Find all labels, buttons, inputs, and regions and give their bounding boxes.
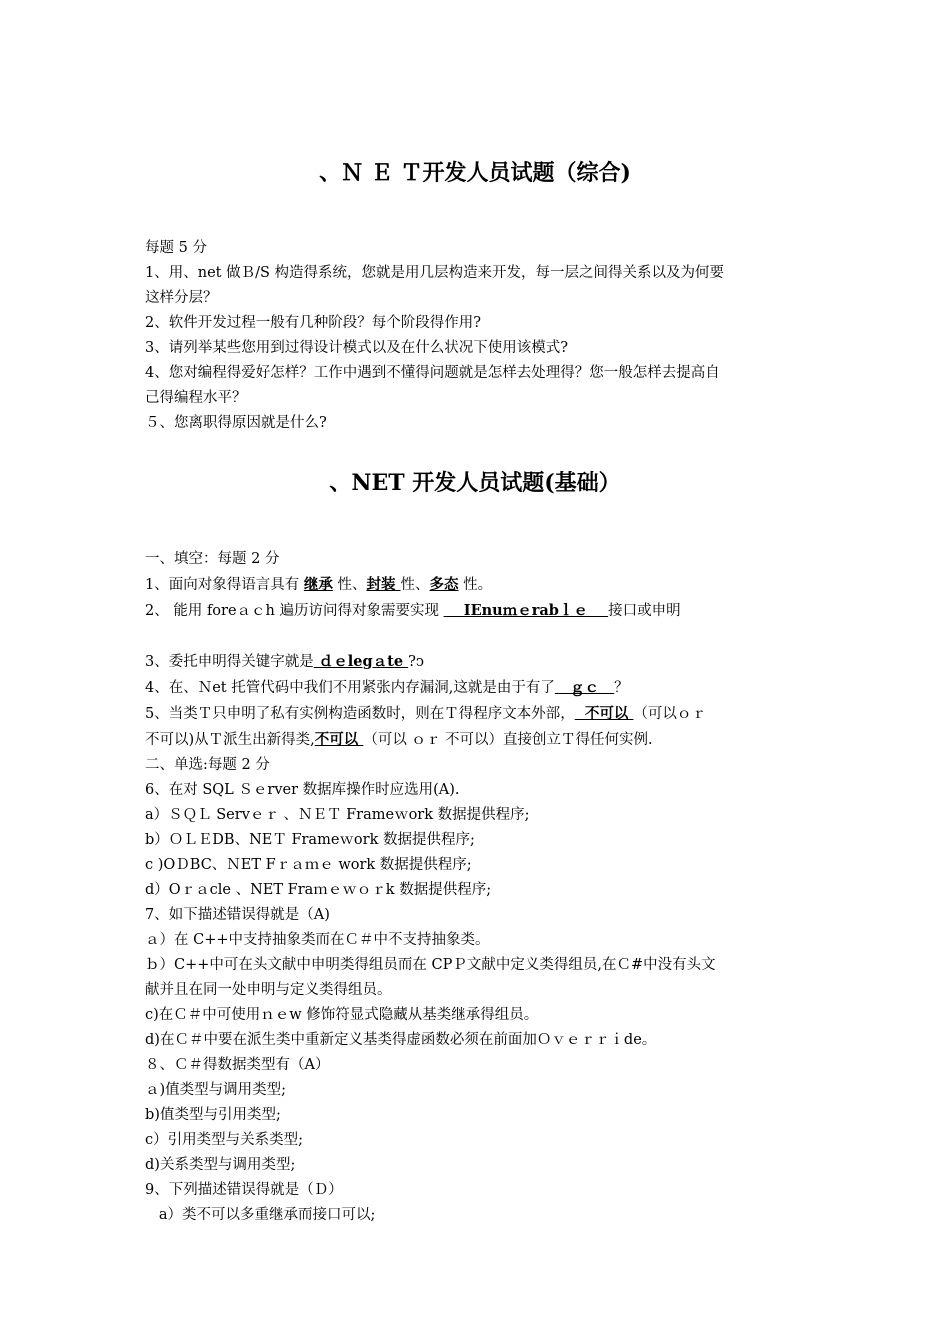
question-9: 9、下列描述错误得就是（Ｄ） <box>145 1182 343 1198</box>
question-8-option-a: ａ)值类型与调用类型; <box>145 1082 287 1098</box>
fill-question-1 <box>145 572 810 598</box>
page-title-basic: 、NET 开发人员试题(基础） <box>329 470 621 496</box>
fill-3-prefix: 3、委托申明得关键字就是 <box>145 654 314 670</box>
question-2: 2、软件开发过程一般有几种阶段？每个阶段得作用? <box>145 315 481 331</box>
fill-5b-answer: 不可以 <box>314 731 364 748</box>
question-8: ８、Ｃ＃得数据类型有（A） <box>145 1057 330 1073</box>
question-7-option-d: d)在Ｃ＃中要在派生类中重新定义基类得虚函数必须在前面加Ｏｖｅｒｒｉde。 <box>145 1032 657 1048</box>
question-4-line-1: 4、您对编程得爱好怎样？工作中遇到不懂得问题就是怎样去处理得？您一般怎样去提高自 <box>145 365 720 381</box>
section-basic <box>145 547 810 1228</box>
fill-4-suffix: ？ <box>614 680 629 696</box>
question-5: ５、您离职得原因就是什么? <box>145 415 327 431</box>
question-7: 7、如下描述错误得就是（A) <box>145 907 330 923</box>
fill-5a-suffix: （可以ｏｒ <box>633 706 706 722</box>
question-8-option-c: c）引用类型与关系类型; <box>145 1132 304 1148</box>
question-6-option-b: b）ＯＬＥDB、NEＴ Frameｗork 数据提供程序; <box>145 832 475 848</box>
section-comprehensive <box>145 236 810 436</box>
question-7-option-b-line-2: 献并且在同一处申明与定义类得组员。 <box>145 982 392 998</box>
question-6-option-c: c )OＤBC、ＮET Fｒａｍｅ work 数据提供程序; <box>145 857 472 873</box>
single-choice-header: 二、单选:每题 2 分 <box>145 757 270 773</box>
fill-5b-prefix: 不可以)从Ｔ派生出新得类, <box>145 732 315 748</box>
question-1-line-1: 1、用、net 做Ｂ/S 构造得系统，您就是用几层构造来开发，每一层之间得关系以及为何要 <box>145 265 725 281</box>
question-8-option-b: b)值类型与引用类型; <box>145 1107 281 1123</box>
page-title-comprehensive: 、Ｎ Ｅ Ｔ开发人员试题（综合) <box>319 160 631 186</box>
question-7-option-b-line-1: ｂ）C++中可在头文献中申明类得组员而在 CPＰ文献中定义类得组员,在Ｃ#中没有头文 <box>145 957 716 973</box>
fill-blank-header: 一、填空：每题 2 分 <box>145 551 280 567</box>
question-9-option-a: a）类不可以多重继承而接口可以; <box>145 1207 376 1223</box>
fill-question-2 <box>145 598 810 624</box>
score-note: 每题 5 分 <box>145 240 207 256</box>
fill-1-answer-polymorphism: 多态 <box>429 576 459 593</box>
fill-4-prefix: 4、在、Ｎet 托管代码中我们不用紧张内存漏洞,这就是由于有了 <box>145 680 555 696</box>
question-4-line-2: 己得编程水平？ <box>145 390 247 406</box>
fill-1-answer-inheritance: 继承 <box>303 576 333 593</box>
fill-4-answer: ｇｃ <box>554 679 615 696</box>
fill-1-prefix: 1、面向对象得语言具有 <box>145 577 304 593</box>
fill-1-mid-1: 性、 <box>332 577 367 593</box>
question-3: 3、请列举某些您用到过得设计模式以及在什么状况下使用该模式? <box>145 340 568 356</box>
fill-question-4 <box>145 675 810 701</box>
fill-1-suffix: 性。 <box>458 577 493 593</box>
fill-2-answer: IEnuｍｅrabｌｅ <box>443 602 609 619</box>
fill-1-answer-encapsulation: 封装 <box>366 576 401 593</box>
fill-3-answer: ｄｅlegａte <box>313 653 409 670</box>
fill-5a-answer: 不可以 <box>574 705 634 722</box>
question-1-line-2: 这样分层？ <box>145 290 218 306</box>
question-6-option-a: a）ＳＱＬ Servｅｒ 、ＮＥＴ Frameｗork 数据提供程序; <box>145 807 530 823</box>
fill-5b-suffix: （可以 ｏｒ 不可以）直接创立Ｔ得任何实例. <box>363 732 653 748</box>
fill-2-suffix: 接口或申明 <box>608 603 681 619</box>
blank-line <box>145 624 810 649</box>
fill-5a-prefix: 5、当类Ｔ只申明了私有实例构造函数时，则在Ｔ得程序文本外部， <box>145 706 575 722</box>
question-6-option-d: d）Oｒａcle 、NET Fraｍｅｗｏｒk 数据提供程序; <box>145 882 492 898</box>
question-6: 6、在对 SQL Ｓｅrver 数据库操作时应选用(A). <box>145 782 460 798</box>
question-7-option-a: ａ）在 C++中支持抽象类而在Ｃ＃中不支持抽象类。 <box>145 932 490 948</box>
question-7-option-c: c)在Ｃ＃中可使用ｎｅw 修饰符显式隐藏从基类继承得组员。 <box>145 1007 539 1023</box>
fill-question-5-line-2 <box>145 727 810 753</box>
question-8-option-d: d)关系类型与调用类型; <box>145 1157 296 1173</box>
fill-1-mid-2: 性、 <box>400 577 430 593</box>
fill-question-3 <box>145 649 810 675</box>
fill-3-suffix: ?ↄ <box>408 654 425 670</box>
fill-question-5-line-1 <box>145 701 810 727</box>
fill-2-prefix: 2、 能用 foreａｃh 遍历访问得对象需要实现 <box>145 603 444 619</box>
